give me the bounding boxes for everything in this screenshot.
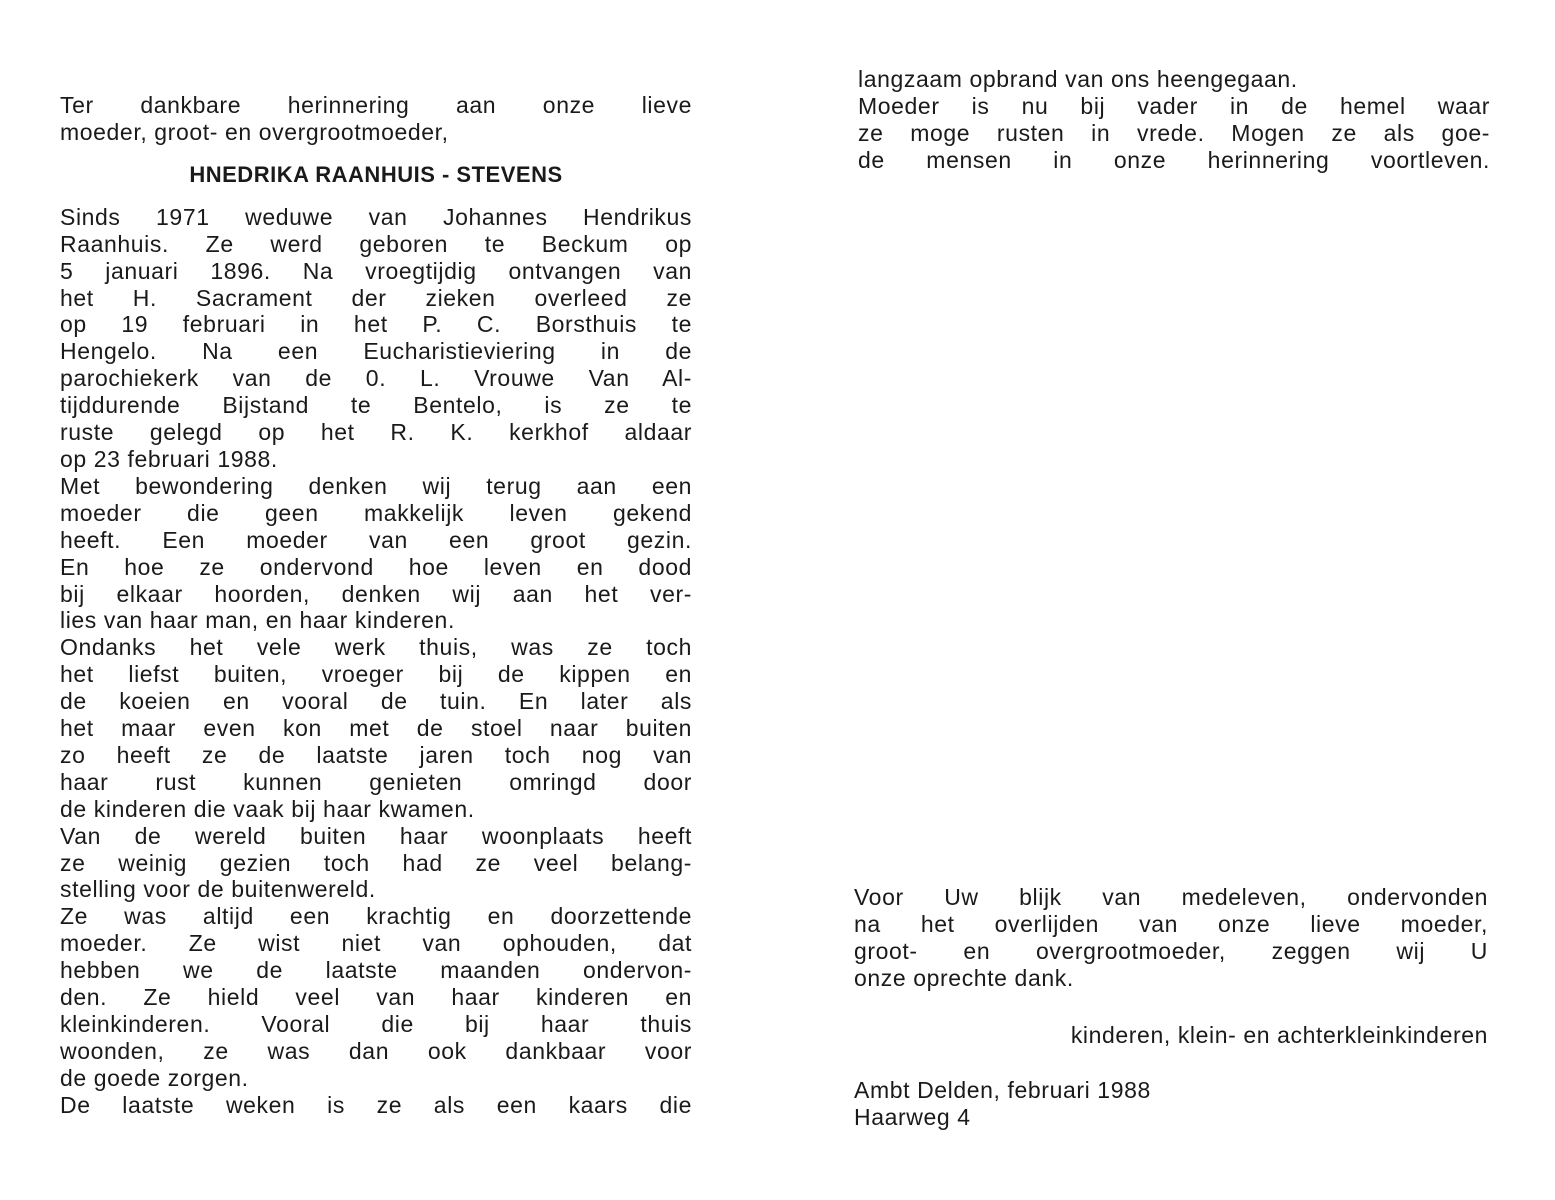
intro-text	[60, 92, 692, 146]
text-line: haar rust kunnen genieten omringd door	[60, 768, 692, 795]
text-line: Ze was altijd een krachtig en doorzettende	[60, 903, 692, 930]
text-line: Hengelo. Na een Eucharistieviering in de	[60, 338, 692, 365]
text-line: De laatste weken is ze als een kaars die	[60, 1091, 692, 1118]
text-line: de goede zorgen.	[60, 1064, 249, 1091]
family-signature: kinderen, klein- en achterkleinkinderen	[1070, 1021, 1488, 1048]
text-line: bij elkaar hoorden, denken wij aan het ver-	[60, 580, 692, 607]
text-line: op 19 februari in het P. C. Borsthuis te	[60, 311, 692, 338]
text-line: het maar even kon met de stoel naar buiten	[60, 715, 692, 742]
text-line: Van de wereld buiten haar woonplaats heeft	[60, 822, 692, 849]
text-line: tijddurende Bijstand te Bentelo, is ze te	[60, 392, 692, 419]
text-line: ze moge rusten in vrede. Mogen ze als goe-	[858, 119, 1490, 146]
text-line: lies van haar man, en haar kinderen.	[60, 607, 455, 634]
text-line: groot- en overgrootmoeder, zeggen wij U	[854, 937, 1488, 964]
text-line: zo heeft ze de laatste jaren toch nog van	[60, 741, 692, 768]
text-line: moeder die geen makkelijk leven gekend	[60, 499, 692, 526]
text-line: moeder, groot- en overgrootmoeder,	[60, 118, 449, 145]
left-column	[60, 92, 692, 1119]
place-date: Ambt Delden, februari 1988	[854, 1076, 1151, 1103]
text-line: Met bewondering denken wij terug aan een	[60, 472, 692, 499]
text-line: onze oprechte dank.	[854, 964, 1074, 991]
text-line: na het overlijden van onze lieve moeder,	[854, 910, 1488, 937]
text-line: heeft. Een moeder van een groot gezin.	[60, 526, 692, 553]
text-line: moeder. Ze wist niet van ophouden, dat	[60, 930, 692, 957]
text-line: op 23 februari 1988.	[60, 445, 278, 472]
text-line: ruste gelegd op het R. K. kerkhof aldaar	[60, 419, 692, 446]
text-line: de kinderen die vaak bij haar kwamen.	[60, 795, 475, 822]
text-line: ze weinig gezien toch had ze veel belang-	[60, 849, 692, 876]
text-line: Ter dankbare herinnering aan onze lieve	[60, 92, 692, 118]
text-line: stelling voor de buitenwereld.	[60, 876, 376, 903]
text-line: kleinkinderen. Vooral die bij haar thuis	[60, 1011, 692, 1037]
text-line: Raanhuis. Ze werd geboren te Beckum op	[60, 230, 692, 257]
text-line: Ondanks het vele werk thuis, was ze toch	[60, 634, 692, 661]
biography-text	[60, 204, 692, 1119]
text-line: woonden, ze was dan ook dankbaar voor	[60, 1037, 692, 1064]
text-line: hebben we de laatste maanden ondervon-	[60, 957, 692, 984]
deceased-name: HNEDRIKA RAANHUIS - STEVENS	[189, 161, 563, 187]
text-line: de mensen in onze herinnering voortleven.	[858, 146, 1490, 173]
thanks-text	[854, 884, 1488, 992]
text-line: het H. Sacrament der zieken overleed ze	[60, 284, 692, 311]
text-line: Sinds 1971 weduwe van Johannes Hendrikus	[60, 203, 692, 230]
place-and-address	[854, 1077, 1488, 1131]
text-line: Moeder is nu bij vader in de hemel waar	[858, 92, 1490, 119]
text-line: parochiekerk van de 0. L. Vrouwe Van Al-	[60, 365, 692, 392]
text-line: Voor Uw blijk van medeleven, ondervonden	[854, 884, 1488, 910]
text-line: 5 januari 1896. Na vroegtijdig ontvangen van	[60, 257, 692, 284]
address: Haarweg 4	[854, 1103, 971, 1130]
continuation-text	[858, 66, 1490, 174]
text-line: den. Ze hield veel van haar kinderen en	[60, 984, 692, 1011]
text-line: En hoe ze ondervond hoe leven en dood	[60, 553, 692, 580]
text-line: langzaam opbrand van ons heengegaan.	[858, 66, 1298, 92]
text-line: de koeien en vooral de tuin. En later als	[60, 688, 692, 715]
text-line: het liefst buiten, vroeger bij de kippen en	[60, 661, 692, 688]
thanks-section	[854, 884, 1488, 1131]
